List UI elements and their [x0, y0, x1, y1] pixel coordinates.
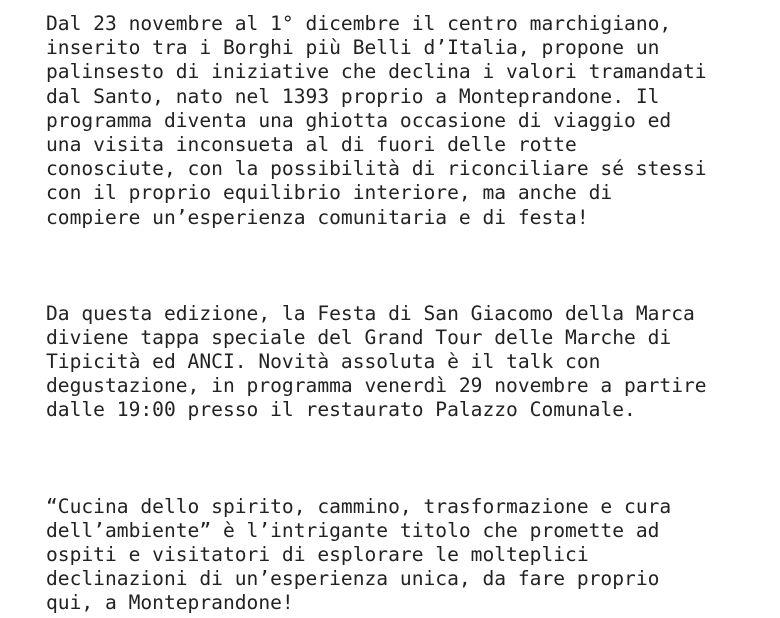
text-line: Da questa edizione, la Festa di San Giacomo della Marca: [46, 301, 695, 325]
text-line: compiere un’esperienza comunitaria e di festa!: [46, 205, 589, 229]
text-line: Tipicità ed ANCI. Novità assoluta è il talk con: [46, 350, 601, 374]
text-line: dell’ambiente” è l’intrigante titolo che promette ad: [46, 518, 660, 542]
text-line: Dal 23 novembre al 1° dicembre il centro marchigiano,: [46, 12, 672, 35]
text-line: qui, a Monteprandone!: [46, 591, 294, 615]
text-line: “Cucina dello spirito, cammino, trasformazione e cura: [46, 494, 672, 518]
text-line: diviene tappa speciale del Grand Tour delle Marche di: [46, 325, 672, 349]
text-line: una visita inconsueta al di fuori delle rotte: [46, 132, 577, 156]
text-line: dal Santo, nato nel 1393 proprio a Monteprandone. Il: [46, 84, 660, 108]
text-line: degustazione, in programma venerdì 29 novembre a partire: [46, 374, 707, 398]
text-line: inserito tra i Borghi più Belli d’Italia, propone un: [46, 36, 660, 60]
text-line: palinsesto di iniziative che declina i valori tramandati: [46, 60, 707, 84]
paragraph-grand-tour: [46, 302, 771, 423]
paragraph-event-dates: [46, 12, 771, 230]
text-line: programma diventa una ghiotta occasione di viaggio ed: [46, 108, 672, 132]
text-line: dalle 19:00 presso il restaurato Palazzo Comunale.: [46, 398, 636, 422]
text-line: conosciute, con la possibilità di riconciliare sé stessi: [46, 157, 707, 181]
text-line: declinazioni di un’esperienza unica, da fare proprio: [46, 567, 660, 591]
text-line: con il proprio equilibrio interiore, ma anche di: [46, 181, 613, 205]
text-line: ospiti e visitatori di esplorare le molteplici: [46, 543, 589, 566]
paragraph-talk-title: [46, 495, 771, 616]
article-body: [46, 12, 771, 616]
